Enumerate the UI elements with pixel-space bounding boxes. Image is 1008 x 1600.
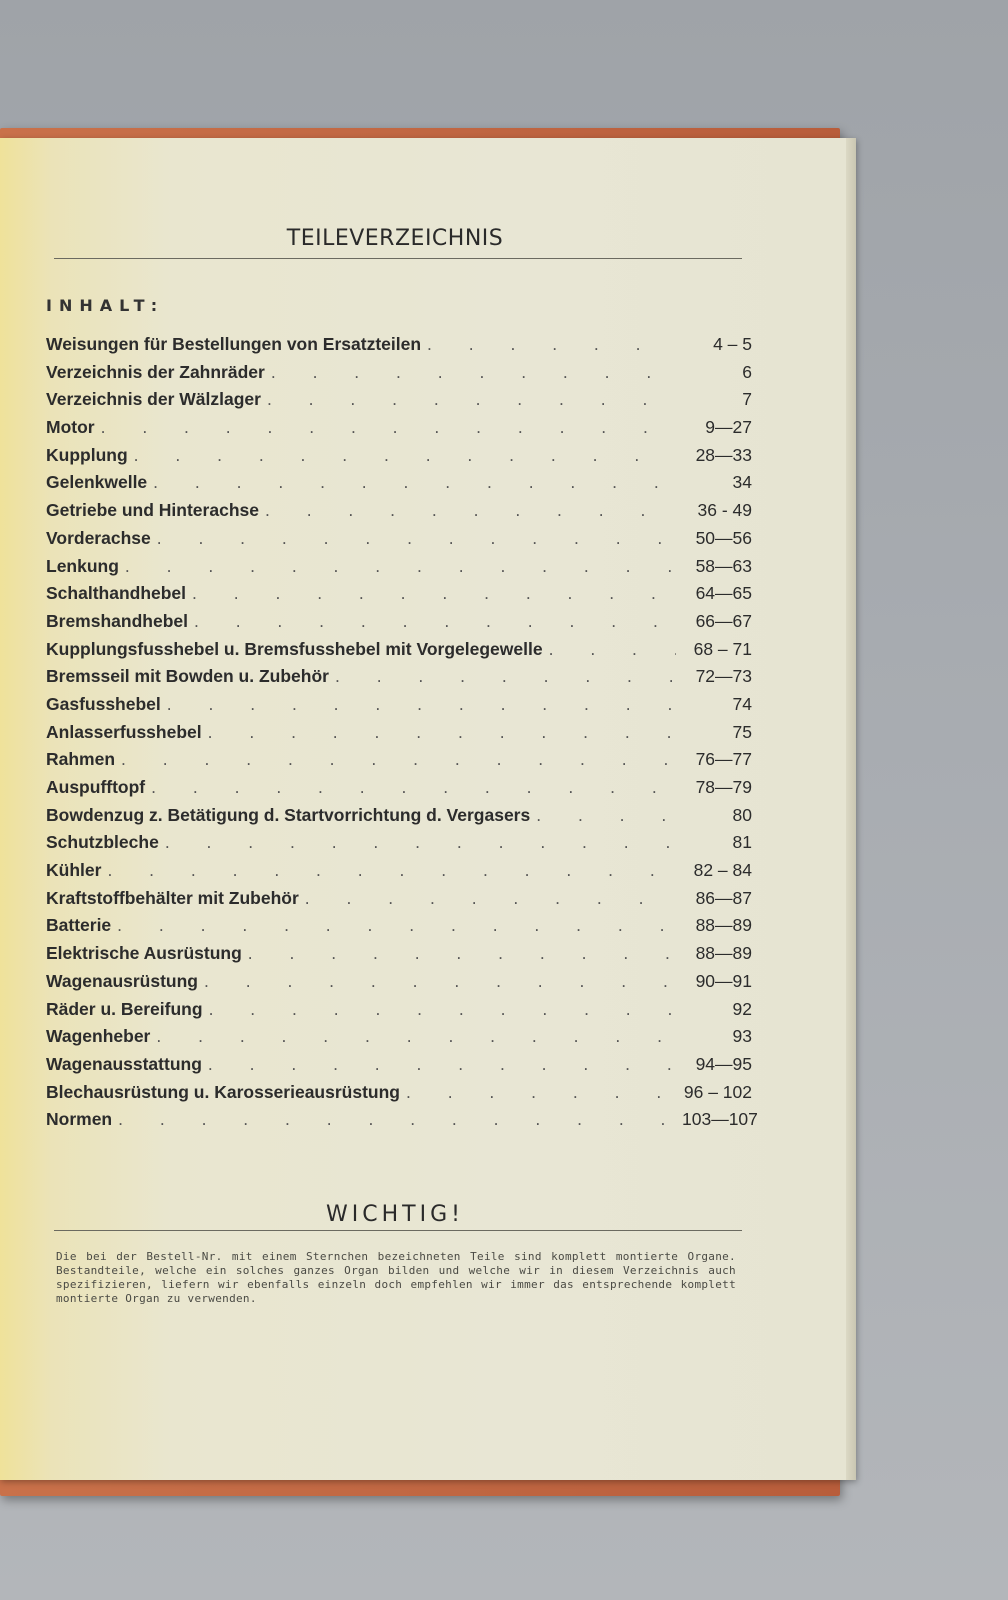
table-of-contents	[46, 334, 758, 1137]
toc-pages: 92	[732, 998, 752, 1019]
toc-label: Vorderachse	[46, 527, 151, 548]
toc-pages: 90—91	[695, 970, 752, 991]
toc-leader-dots	[125, 556, 676, 577]
toc-leader-dots	[427, 334, 676, 355]
toc-leader-dots	[101, 417, 676, 438]
toc-label: Räder u. Bereifung	[46, 998, 203, 1019]
toc-row	[46, 666, 752, 694]
toc-label: Kraftstoffbehälter mit Zubehör	[46, 887, 299, 908]
toc-row	[46, 749, 752, 777]
toc-label: Kühler	[46, 860, 102, 881]
toc-leader-dots	[305, 888, 676, 909]
toc-label: Weisungen für Bestellungen von Ersatzteilen	[46, 334, 422, 354]
toc-leader-dots	[209, 999, 676, 1020]
toc-leader-dots	[167, 694, 676, 715]
toc-row	[46, 1109, 758, 1137]
toc-leader-dots	[271, 362, 676, 383]
toc-leader-dots	[265, 500, 676, 521]
toc-leader-dots	[192, 583, 676, 604]
toc-leader-dots	[406, 1082, 676, 1103]
toc-pages: 9—27	[705, 417, 752, 438]
toc-pages: 76—77	[695, 749, 752, 770]
toc-pages: 28—33	[695, 444, 752, 465]
toc-label: Gasfusshebel	[46, 693, 161, 714]
toc-row	[46, 362, 752, 390]
toc-row	[46, 999, 752, 1027]
section-label: INHALT:	[46, 296, 165, 315]
notice-text: Die bei der Bestell-Nr. mit einem Sternchen bezeichneten Teile sind komplett montierte Organe. Bestandteile, welche ein solches ganzes Organ bilden und welche wir in diesem Verzeichnis auch spezifizieren, liefern wir ebenfalls einzeln doch empfehlen wir immer das entsprechende komplett montierte Organ zu verwenden.	[56, 1250, 736, 1305]
toc-label: Motor	[46, 417, 95, 438]
toc-row	[46, 528, 752, 556]
toc-row	[46, 777, 752, 805]
toc-pages: 103—107	[682, 1109, 758, 1130]
notice-heading: WICHTIG!	[326, 1202, 464, 1227]
toc-leader-dots	[204, 971, 676, 992]
toc-pages: 74	[732, 693, 752, 714]
toc-row	[46, 1082, 752, 1110]
toc-pages: 94—95	[695, 1053, 752, 1074]
page-title: TEILEVERZEICHNIS	[286, 226, 504, 251]
toc-row	[46, 722, 752, 750]
toc-label: Auspufftopf	[46, 777, 146, 797]
toc-pages: 7	[742, 389, 752, 410]
toc-label: Gelenkwelle	[46, 472, 148, 493]
toc-pages: 72—73	[695, 666, 752, 687]
notice-rule	[54, 1230, 742, 1231]
toc-leader-dots	[208, 1054, 676, 1075]
toc-leader-dots	[208, 722, 676, 743]
toc-pages: 36 - 49	[697, 500, 752, 521]
toc-pages: 6	[742, 361, 752, 382]
toc-label: Anlasserfusshebel	[46, 721, 202, 742]
toc-label: Schalthandhebel	[46, 583, 187, 604]
toc-pages: 58—63	[695, 555, 752, 576]
toc-leader-dots	[536, 805, 676, 826]
toc-pages: 64—65	[695, 583, 752, 604]
toc-leader-dots	[107, 860, 676, 881]
toc-pages: 50—56	[695, 527, 752, 548]
toc-pages: 4 – 5	[713, 334, 752, 354]
toc-leader-dots	[117, 915, 676, 936]
title-rule	[54, 258, 742, 259]
toc-leader-dots	[335, 666, 676, 687]
toc-pages: 86—87	[695, 887, 752, 908]
toc-row	[46, 1054, 752, 1082]
toc-label: Wagenausstattung	[46, 1053, 202, 1074]
toc-row	[46, 832, 752, 860]
toc-row	[46, 639, 752, 667]
toc-row	[46, 694, 752, 722]
toc-row	[46, 445, 752, 473]
toc-row	[46, 943, 752, 971]
toc-label: Kupplung	[46, 444, 128, 465]
toc-pages: 78—79	[695, 777, 752, 797]
toc-label: Batterie	[46, 915, 112, 936]
toc-pages: 96 – 102	[683, 1081, 752, 1102]
toc-label: Rahmen	[46, 749, 116, 770]
toc-label: Elektrische Ausrüstung	[46, 943, 242, 964]
toc-leader-dots	[121, 749, 676, 770]
toc-leader-dots	[267, 389, 676, 410]
toc-row	[46, 583, 752, 611]
toc-leader-dots	[118, 1109, 676, 1130]
toc-row	[46, 860, 752, 888]
toc-label: Wagenheber	[46, 1026, 151, 1047]
toc-leader-dots	[248, 943, 676, 964]
toc-pages: 34	[732, 472, 752, 493]
toc-row	[46, 971, 752, 999]
toc-leader-dots	[151, 777, 676, 798]
toc-row	[46, 1026, 752, 1054]
toc-label: Verzeichnis der Zahnräder	[46, 361, 265, 382]
toc-label: Kupplungsfusshebel u. Bremsfusshebel mit Vorgelegewelle	[46, 638, 543, 659]
toc-label: Bremshandhebel	[46, 610, 188, 631]
toc-pages: 75	[732, 721, 752, 742]
toc-label: Blechausrüstung u. Karosserieausrüstung	[46, 1081, 400, 1102]
toc-row	[46, 472, 752, 500]
toc-leader-dots	[134, 445, 676, 466]
toc-leader-dots	[165, 832, 676, 853]
toc-leader-dots	[549, 639, 676, 660]
toc-leader-dots	[153, 472, 676, 493]
toc-label: Normen	[46, 1109, 113, 1130]
toc-row	[46, 389, 752, 417]
toc-label: Bremsseil mit Bowden u. Zubehör	[46, 666, 329, 687]
toc-row	[46, 556, 752, 584]
toc-label: Schutzbleche	[46, 832, 159, 853]
toc-pages: 88—89	[695, 943, 752, 964]
toc-pages: 80	[732, 804, 752, 825]
toc-label: Bowdenzug z. Betätigung d. Startvorrichtung d. Vergasers	[46, 804, 531, 825]
page-edge	[846, 138, 856, 1480]
toc-label: Wagenausrüstung	[46, 970, 198, 991]
toc-label: Verzeichnis der Wälzlager	[46, 389, 261, 410]
toc-pages: 82 – 84	[693, 860, 752, 881]
toc-leader-dots	[157, 528, 676, 549]
book-page	[0, 138, 856, 1480]
toc-leader-dots	[156, 1026, 676, 1047]
toc-row	[46, 611, 752, 639]
toc-row	[46, 805, 752, 833]
toc-row	[46, 888, 752, 916]
toc-leader-dots	[194, 611, 676, 632]
toc-pages: 93	[732, 1026, 752, 1047]
toc-pages: 81	[732, 832, 752, 853]
toc-row	[46, 334, 752, 362]
toc-row	[46, 417, 752, 445]
toc-pages: 88—89	[695, 915, 752, 936]
toc-row	[46, 915, 752, 943]
toc-pages: 66—67	[695, 610, 752, 631]
toc-label: Getriebe und Hinterachse	[46, 500, 259, 521]
toc-pages: 68 – 71	[693, 638, 752, 659]
toc-label: Lenkung	[46, 555, 119, 576]
toc-row	[46, 500, 752, 528]
